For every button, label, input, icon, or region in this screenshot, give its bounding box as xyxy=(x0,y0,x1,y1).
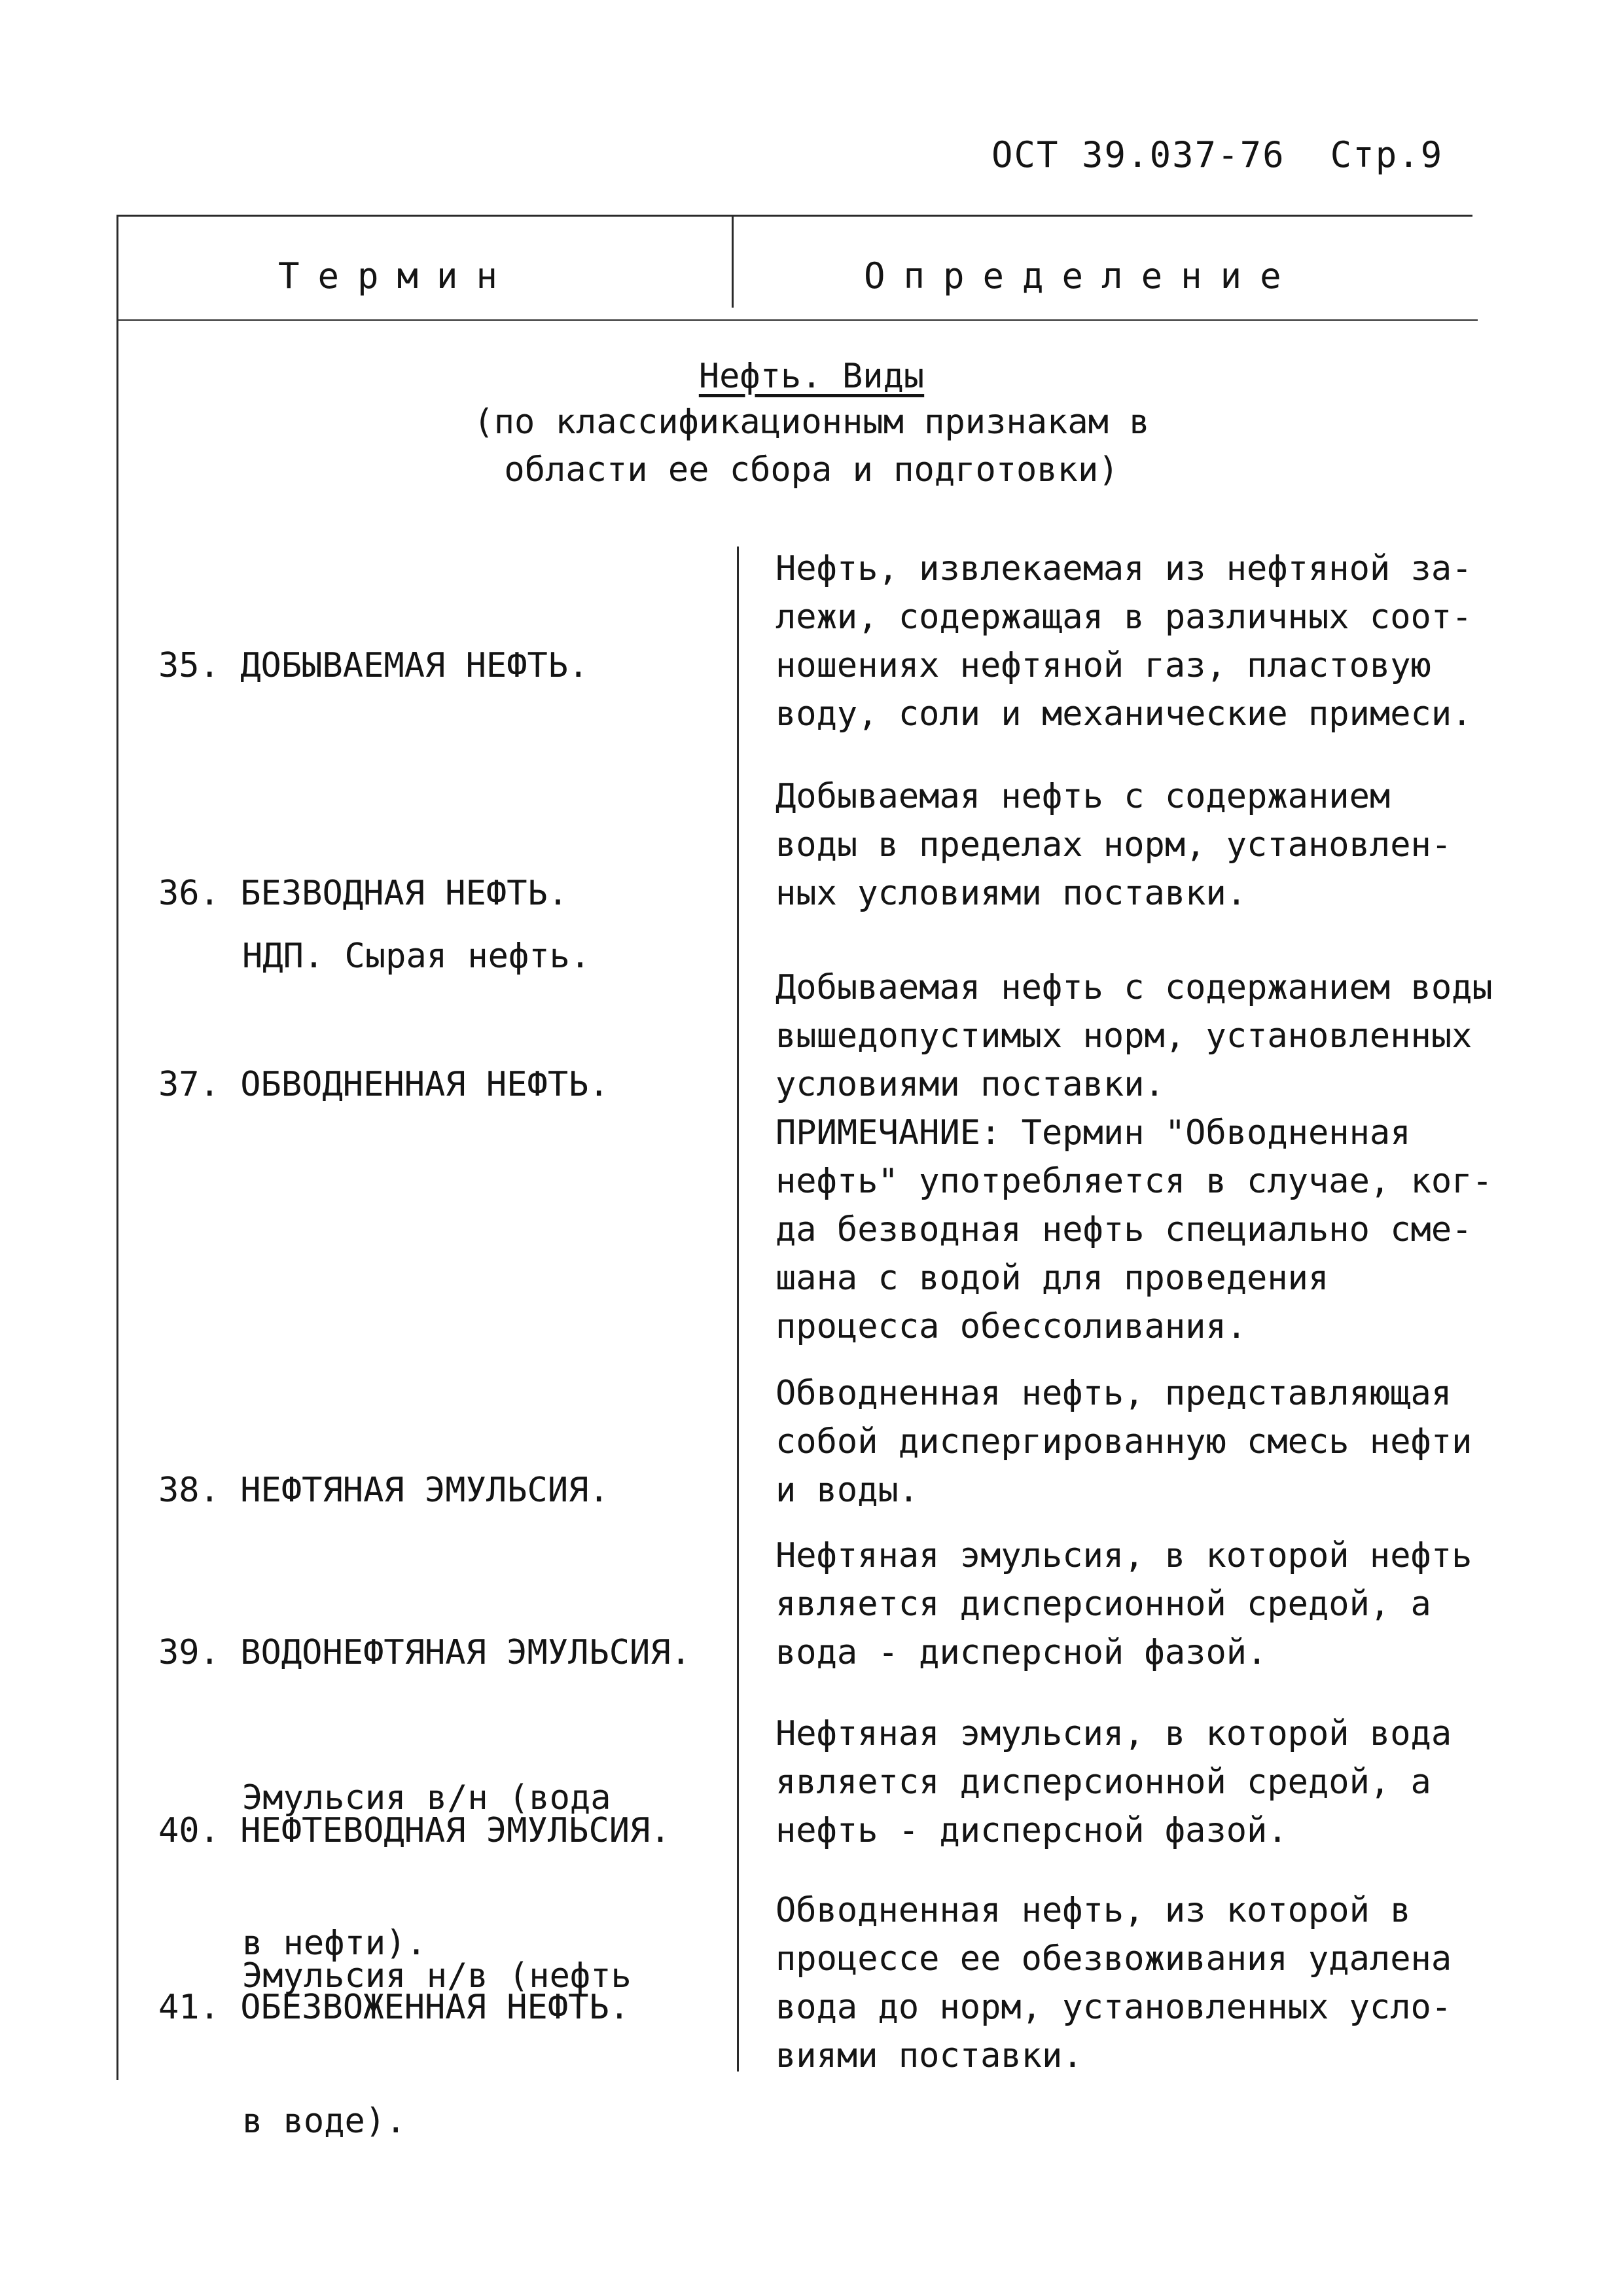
definition-line: Обводненная нефть, представляющая xyxy=(776,1374,1452,1413)
definition-line: лежи, содержащая в различных соот- xyxy=(776,598,1472,637)
definition-note: да безводная нефть специально сме- xyxy=(776,1210,1472,1249)
definition-entry-41 xyxy=(776,1886,1508,2080)
definition-line: Добываемая нефть с содержанием xyxy=(776,777,1391,816)
definition-note: шана с водой для проведения xyxy=(776,1259,1329,1298)
section-subtitle-line-2: области ее сбора и подготовки) xyxy=(504,450,1119,490)
definition-line: Добываемая нефть с содержанием воды xyxy=(776,968,1493,1007)
definition-line: собой диспергированную смесь нефти xyxy=(776,1422,1472,1462)
definition-entry-39 xyxy=(776,1532,1508,1677)
term-synonym: в нефти). xyxy=(242,1924,427,1963)
definition-note: ПРИМЕЧАНИЕ: Термин "Обводненная xyxy=(776,1113,1411,1153)
page-number: Стр.9 xyxy=(1330,134,1444,175)
definition-line: воду, соли и механические примеси. xyxy=(776,694,1472,734)
header-divider xyxy=(732,215,734,308)
table-left-rule xyxy=(116,215,118,2080)
term-entry-36 xyxy=(158,772,568,966)
document-header xyxy=(991,134,1443,175)
definition-line: Нефть, извлекаемая из нефтяной за- xyxy=(776,549,1472,588)
definition-line: Обводненная нефть, из которой в xyxy=(776,1891,1411,1930)
definition-line: ных условиями поставки. xyxy=(776,874,1247,913)
term-synonym: в воде). xyxy=(242,2102,406,2141)
term-number: 39. xyxy=(158,1633,220,1672)
definition-line: процессе ее обезвоживания удалена xyxy=(776,1939,1452,1979)
term-name: ОБВОДНЕННАЯ НЕФТЬ. xyxy=(240,1065,609,1104)
column-header-definition: Определение xyxy=(864,255,1300,296)
definition-line: Нефтяная эмульсия, в которой вода xyxy=(776,1714,1452,1753)
term-name: НЕФТЕВОДНАЯ ЭМУЛЬСИЯ. xyxy=(240,1811,671,1850)
definition-line: условиями поставки. xyxy=(776,1065,1165,1104)
term-name: ВОДОНЕФТЯНАЯ ЭМУЛЬСИЯ. xyxy=(240,1633,691,1672)
term-synonym: Эмульсия в/н (вода xyxy=(242,1778,611,1818)
definition-entry-38 xyxy=(776,1369,1508,1515)
definition-line: Нефтяная эмульсия, в которой нефть xyxy=(776,1536,1472,1575)
term-name: БЕЗВОДНАЯ НЕФТЬ. xyxy=(240,874,569,913)
definition-note: процесса обессоливания. xyxy=(776,1307,1247,1346)
definition-entry-40 xyxy=(776,1710,1508,1855)
term-synonym: Эмульсия н/в (нефть xyxy=(242,1956,632,1996)
term-name: НЕФТЯНАЯ ЭМУЛЬСИЯ. xyxy=(240,1471,609,1510)
term-entry-37 xyxy=(158,963,609,1157)
section-title-text: Нефть. Виды xyxy=(698,357,925,396)
term-name: ДОБЫВАЕМАЯ НЕФТЬ. xyxy=(240,646,589,685)
term-number: 35. xyxy=(158,646,220,685)
term-deprecated: НДП. Сырая нефть. xyxy=(242,937,591,976)
definition-entry-35 xyxy=(776,545,1508,738)
term-number: 36. xyxy=(158,874,220,913)
term-name: ОБЕЗВОЖЕННАЯ НЕФТЬ. xyxy=(240,1988,630,2027)
definition-entry-37 xyxy=(776,963,1508,1351)
definition-line: вышедопустимых норм, установленных xyxy=(776,1016,1472,1056)
header-bottom-rule xyxy=(116,319,1478,321)
table-top-rule xyxy=(116,215,1472,217)
term-number: 38. xyxy=(158,1471,220,1510)
definition-note: нефть" употребляется в случае, ког- xyxy=(776,1162,1493,1201)
definition-line: и воды. xyxy=(776,1471,919,1510)
definition-line: является дисперсионной средой, а xyxy=(776,1585,1431,1624)
definition-line: нефть - дисперсной фазой. xyxy=(776,1811,1288,1850)
definition-line: воды в пределах норм, установлен- xyxy=(776,825,1452,865)
term-number: 40. xyxy=(158,1811,220,1850)
definition-line: ношениях нефтяной газ, пластовую xyxy=(776,646,1431,685)
body-column-divider xyxy=(737,547,739,2072)
section-title xyxy=(0,357,1623,396)
term-number: 41. xyxy=(158,1988,220,2027)
section-subtitle-line-1: (по классификационным признакам в xyxy=(473,403,1150,442)
definition-line: вода - дисперсной фазой. xyxy=(776,1633,1268,1672)
definition-line: виями поставки. xyxy=(776,2036,1083,2075)
term-entry-41 xyxy=(158,1886,630,2080)
document-code: ОСТ 39.037-76 xyxy=(991,134,1285,175)
definition-entry-36 xyxy=(776,772,1508,918)
term-number: 37. xyxy=(158,1065,220,1104)
definition-line: является дисперсионной средой, а xyxy=(776,1763,1431,1802)
definition-line: вода до норм, установленных усло- xyxy=(776,1988,1452,2027)
column-header-term: Термин xyxy=(278,255,516,296)
